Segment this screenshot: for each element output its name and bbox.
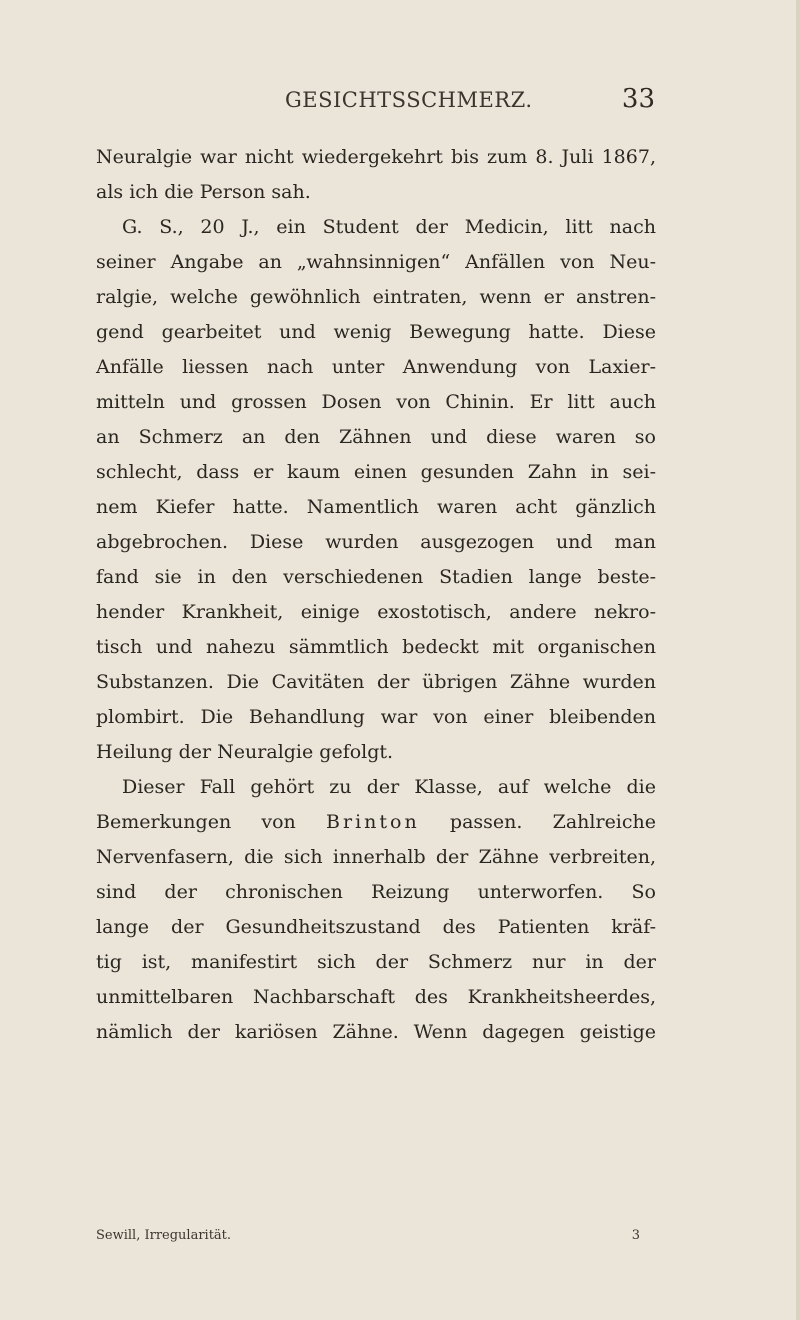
text-line: hender Krankheit, einige exostotisch, andere nekro- [96,601,656,623]
text-line: seiner Angabe an „wahnsinnigen“ Anfällen von Neu- [96,251,656,273]
text-line: nämlich der kariösen Zähne. Wenn dagegen geistige [96,1021,656,1043]
page-edge [796,0,800,1320]
text-line: lange der Gesundheitszustand des Patienten kräf- [96,916,656,938]
text-line: abgebrochen. Diese wurden ausgezogen und man [96,531,656,553]
body-text [96,140,656,1050]
text-line [96,805,656,840]
text-line: an Schmerz an den Zähnen und diese waren so [96,426,656,448]
printer-signature: Sewill, Irregularität. [96,1228,232,1243]
text-line: tig ist, manifestirt sich der Schmerz nur in der [96,951,656,973]
text-line: Nervenfasern, die sich innerhalb der Zähne verbreiten, [96,846,656,868]
text-line: Dieser Fall gehört zu der Klasse, auf welche die [122,776,656,798]
text-line: tisch und nahezu sämmtlich bedeckt mit organischen [96,636,656,658]
text-line: G. S., 20 J., ein Student der Medicin, litt nach [122,216,656,238]
text-fragment: passen. Zahlreiche [449,811,657,833]
text-line: als ich die Person sah. [96,181,311,203]
page-number: 33 [621,84,655,114]
text-line: mitteln und grossen Dosen von Chinin. Er litt auch [96,391,656,413]
text-line: ralgie, welche gewöhnlich eintraten, wenn er anstren- [96,286,656,308]
text-line: plombirt. Die Behandlung war von einer bleibenden [96,706,656,728]
author-name-brinton: Brinton [326,811,420,833]
text-line: Neuralgie war nicht wiedergekehrt bis zum 8. Juli 1867, [96,146,656,168]
text-line: Heilung der Neuralgie gefolgt. [96,741,394,763]
text-line: schlecht, dass er kaum einen gesunden Zahn in sei- [96,461,656,483]
signature-number: 3 [631,1228,640,1243]
text-fragment: Bemerkungen von [96,811,296,833]
page-footer [96,1228,640,1248]
text-line: sind der chronischen Reizung unterworfen. So [96,881,656,903]
text-line: Anfälle liessen nach unter Anwendung von Laxier- [96,356,656,378]
text-line: nem Kiefer hatte. Namentlich waren acht gänzlich [96,496,656,518]
running-head: GESICHTSSCHMERZ. [285,88,533,112]
text-line: Substanzen. Die Cavitäten der übrigen Zähne wurden [96,671,656,693]
page-header [95,84,655,122]
text-line: gend gearbeitet und wenig Bewegung hatte. Diese [96,321,656,343]
text-line: unmittelbaren Nachbarschaft des Krankheitsheerdes, [96,986,656,1008]
text-line: fand sie in den verschiedenen Stadien lange beste- [96,566,656,588]
